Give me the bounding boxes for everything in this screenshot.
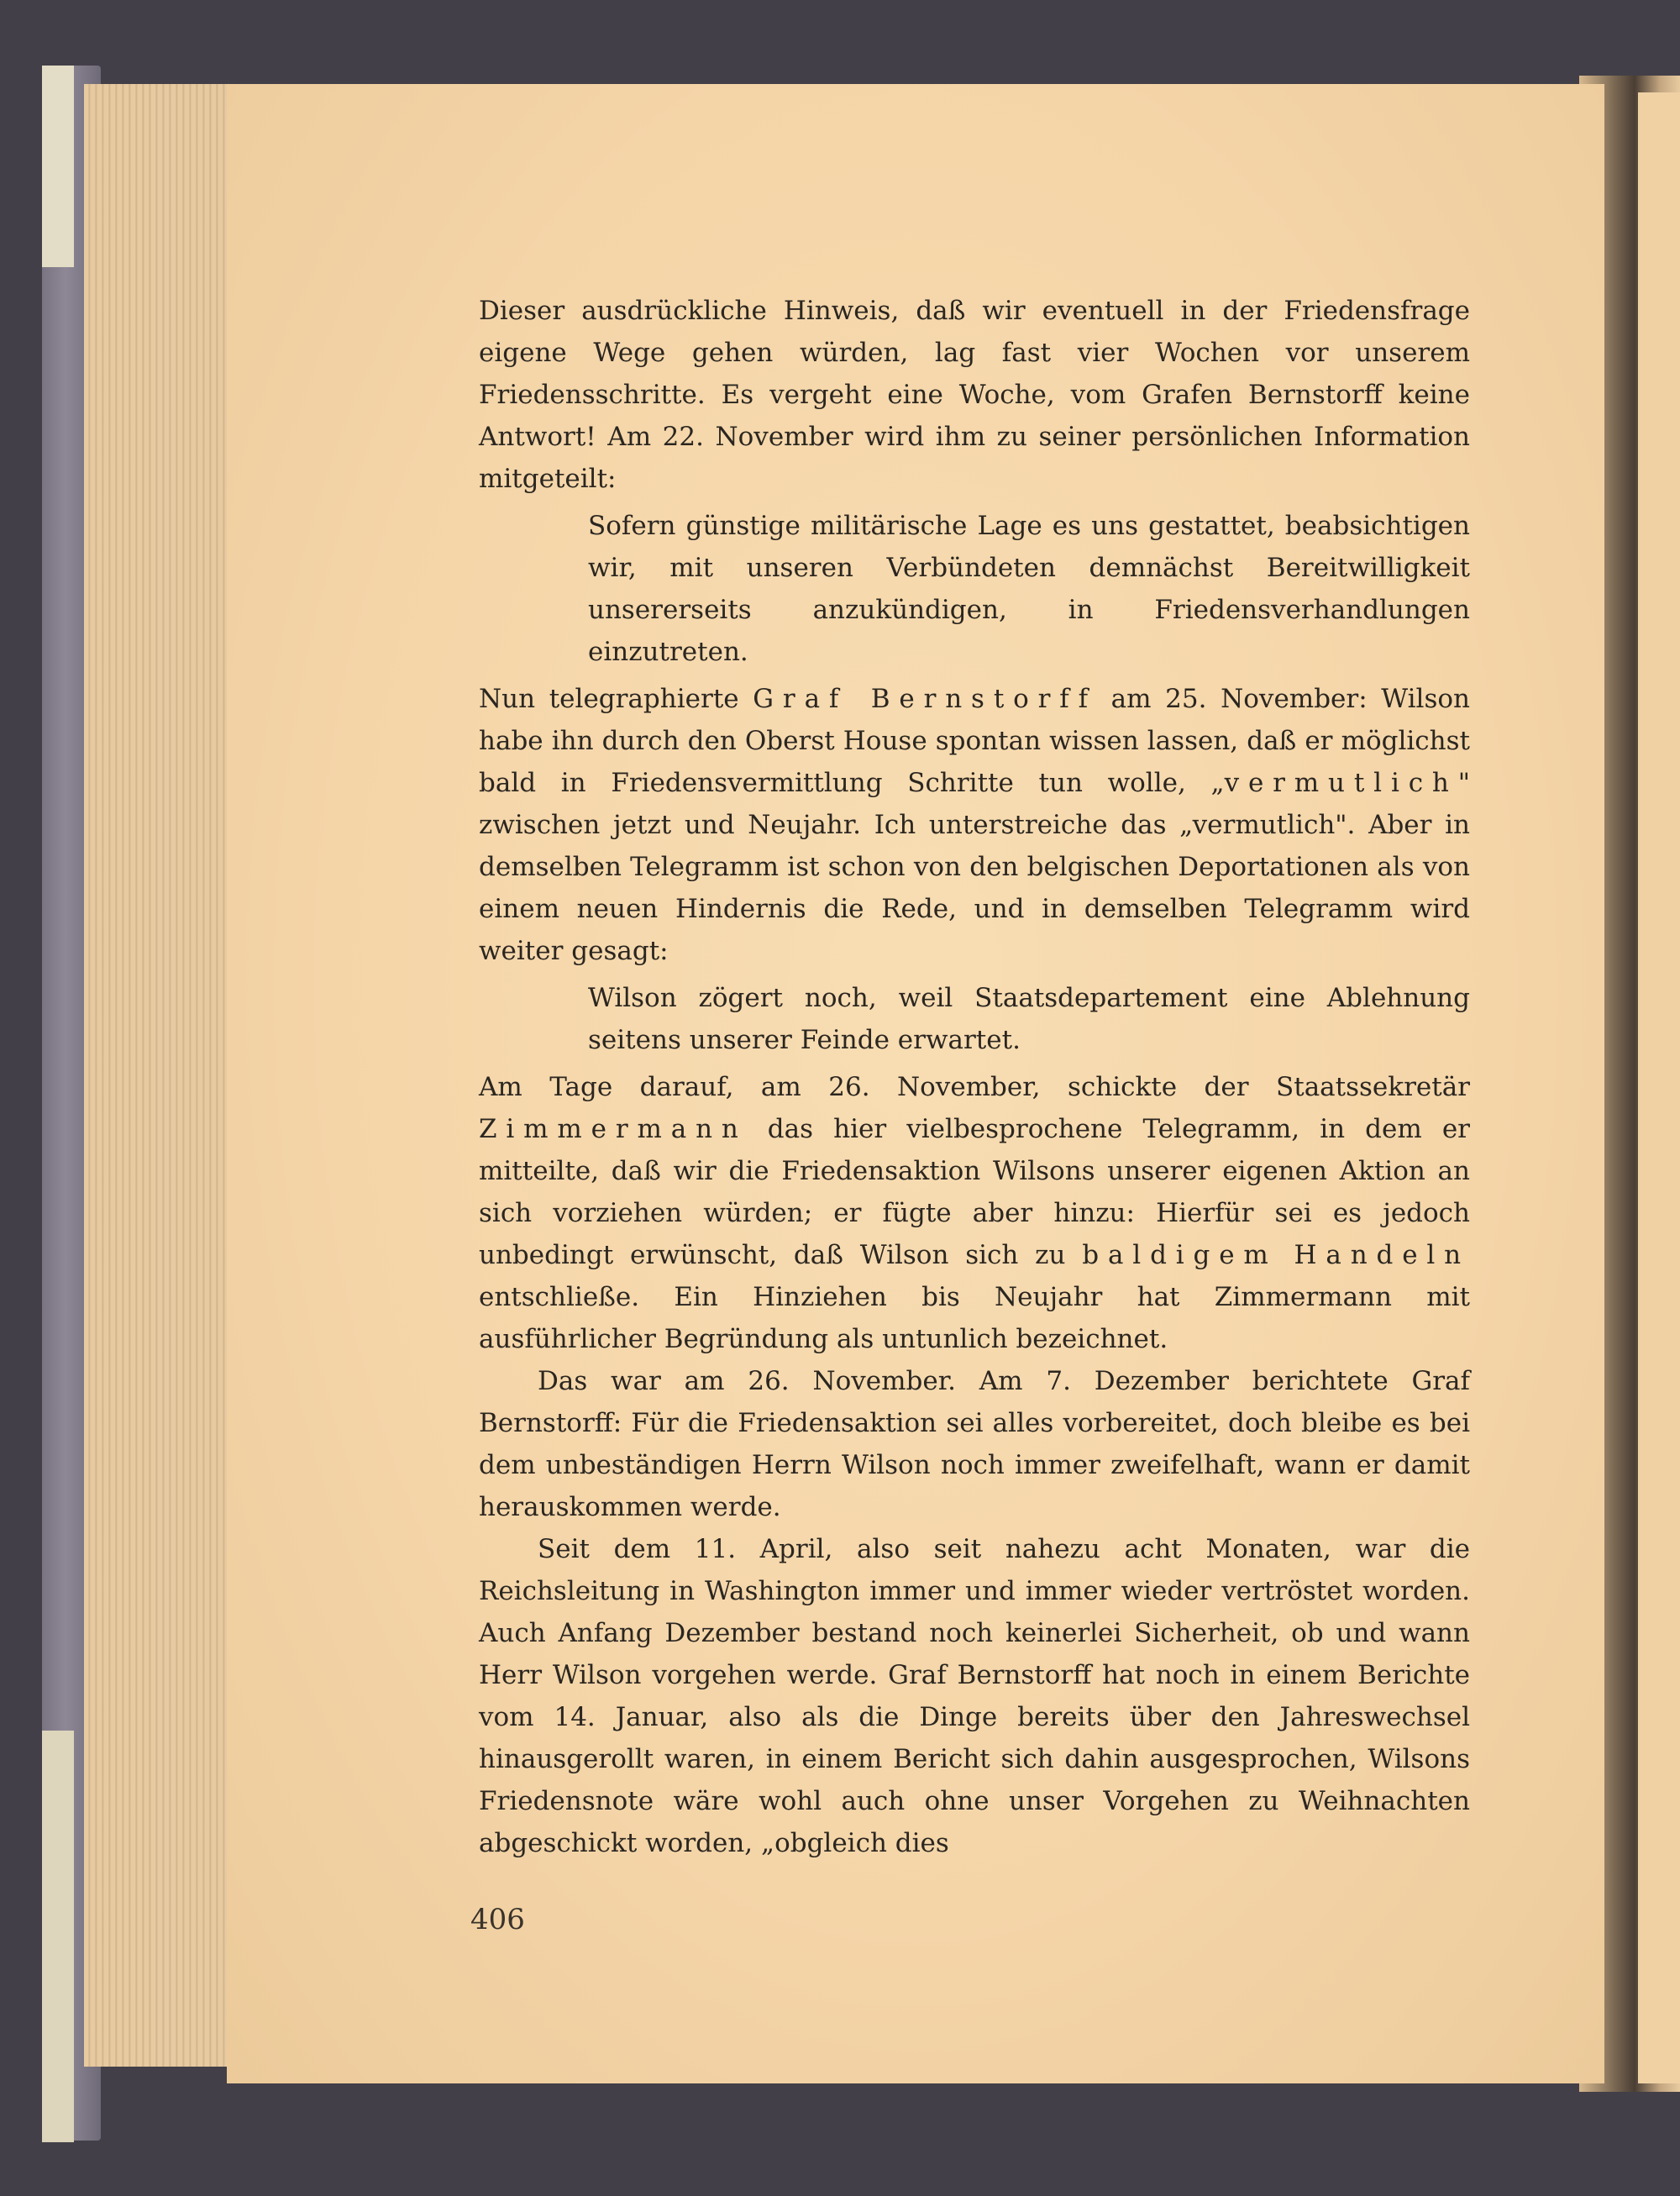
paragraph-5: Seit dem 11. April, also seit nahezu acht Monaten, war die Reichsleitung in Washington immer und immer wieder vertröstet worden. Auch Anfang Dezember bestand noch keinerlei Sicherheit, ob und wann Herr Wilson vorgehen werde. Graf Bernstorff hat noch in einem Berichte vom 14. Januar, also als die Dinge bereits über den Jahreswechsel hinausgerollt waren, in einem Bericht sich dahin ausgesprochen, Wilsons Friedensnote wäre wohl auch ohne unser Vorgehen zu Weihnachten abgeschickt worden, „obgleich dies	[479, 1534, 1470, 1858]
paragraph-4: Das war am 26. November. Am 7. Dezember berichtete Graf Bernstorff: Für die Friedensaktion sei alles vorbereitet, doch bleibe es bei dem unbeständigen Herrn Wilson noch immer zweifelhaft, wann er damit herauskommen werde.	[479, 1366, 1470, 1522]
paragraph-3-text	[1278, 1240, 1294, 1270]
cover-label-bottom	[42, 1731, 74, 2142]
page-stack	[84, 84, 245, 2067]
spaced-word-vermutlich: vermutlich	[1224, 768, 1458, 798]
paragraph-3-text: Am Tage darauf, am 26. November, schickte der Staatssekretär	[479, 1072, 1470, 1102]
page-text	[479, 290, 1470, 1864]
quote-2: Wilson zögert noch, weil Staatsdepartement eine Ablehnung seitens unserer Feinde erwartet.	[588, 983, 1470, 1055]
spaced-word-baldigem: baldigem	[1082, 1240, 1278, 1270]
paragraph-2-text: Nun telegraphierte	[479, 684, 753, 714]
paragraph-3	[479, 1066, 1470, 1360]
paragraph-2	[479, 678, 1470, 972]
cover-label-top	[42, 66, 74, 267]
quote-1: Sofern günstige militärische Lage es uns gestattet, beabsichtigen wir, mit unseren Verbündeten demnächst Bereitwilligkeit unsererseits anzukündigen, in Friedensverhandlungen einzutreten.	[588, 511, 1470, 667]
paragraph-3-text: entschließe. Ein Hinziehen bis Neujahr hat Zimmermann mit ausführlicher Begründung als untunlich bezeichnet.	[479, 1282, 1470, 1354]
paragraph-3-text: das hier vielbesprochene Telegramm, in dem er mitteilte, daß wir die Friedensaktion Wilsons unserer eigenen Aktion an sich vorziehen würden; er fügte aber hinzu: Hierfür sei es jedoch unbedingt erwünscht, daß Wilson sich zu	[479, 1114, 1470, 1270]
page-number: 406	[470, 1903, 525, 1936]
spaced-word-handeln: Handeln	[1294, 1240, 1470, 1270]
paragraph-1: Dieser ausdrückliche Hinweis, daß wir eventuell in der Friedensfrage eigene Wege gehen würden, lag fast vier Wochen vor unserem Friedensschritte. Es vergeht eine Woche, vom Grafen Bernstorff keine Antwort! Am 22. November wird ihm zu seiner persönlichen Information mitgeteilt:	[479, 296, 1470, 494]
facing-page-edge	[1638, 92, 1680, 2083]
paragraph-2-text: " zwischen jetzt und Neujahr. Ich unterstreiche das „vermutlich". Aber in demselben Telegramm ist schon von den belgischen Deportationen als von einem neuen Hindernis die Rede, und in demselben Telegramm wird weiter gesagt:	[479, 768, 1470, 966]
spaced-name-zimmermann: Zimmermann	[479, 1114, 748, 1144]
spaced-name-bernstorff: Graf Bernstorff	[753, 684, 1097, 714]
paragraph-2-text: am 25. November: Wilson habe ihn durch den Oberst House spontan wissen lassen, daß er möglichst bald in Friedensvermittlung Schritte tun wolle, „	[479, 684, 1470, 798]
